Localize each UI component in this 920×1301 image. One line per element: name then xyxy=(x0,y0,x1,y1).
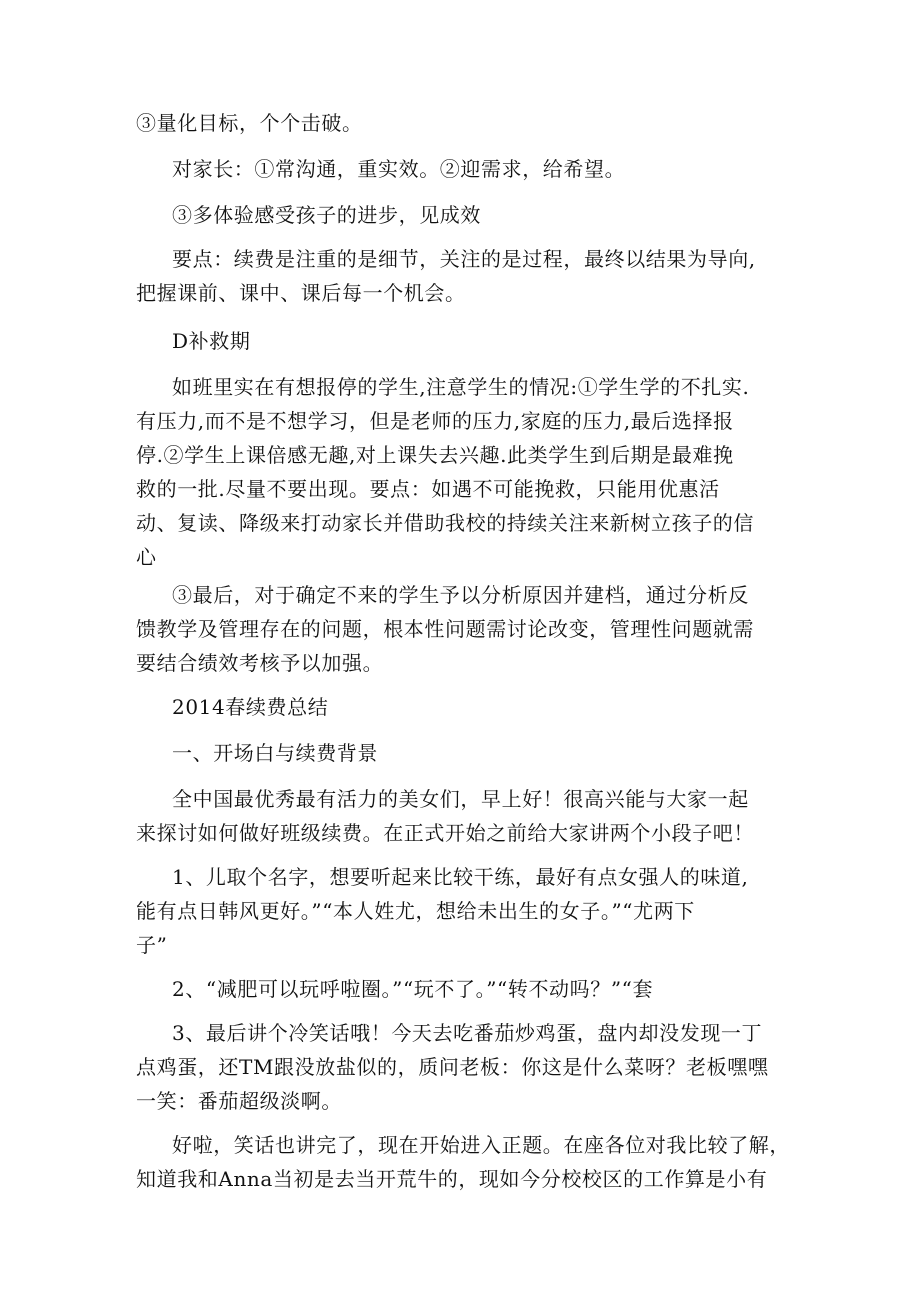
paragraph-key-points: 要点：续费是注重的是细节，关注的是过程，最终以结果为导向, 把握课前、课中、课后每一个机会。 xyxy=(136,247,756,305)
paragraph-remedy-details: 如班里实在有想报停的学生,注意学生的情况:①学生学的不扎实. 有压力,而不是不想学习，但是老师的压力,家庭的压力,最后选择报 停.②学生上课倍感无趣,对上课失去兴趣.此类学生到后期是最难挽 救的一批.尽量不要出现。要点：如遇不可能挽救，只能用优惠活 动、复读、降级来打动家长并借助我校的持续关注来新树立孩子的信 心 xyxy=(136,375,754,569)
paragraph-greeting: 全中国最优秀最有活力的美女们，早上好！很高兴能与大家一起 来探讨如何做好班级续费。在正式开始之前给大家讲两个小段子吧！ xyxy=(136,787,754,845)
paragraph-parents-tips: 对家长：①常沟通，重实效。②迎需求，给希望。 xyxy=(172,157,626,181)
paragraph-quantify-goals: ③量化目标，个个击破。 xyxy=(136,111,363,135)
paragraph-finally-archive: ③最后，对于确定不来的学生予以分析原因并建档，通过分析反 馈教学及管理存在的问题，根本性问题需讨论改变，管理性问题就需 要结合绩效考核予以加强。 xyxy=(136,583,754,675)
paragraph-joke-2: 2、“减肥可以玩呼啦圈。”“玩不了。”“转不动吗？”“套 xyxy=(172,977,654,1001)
section-heading-remedy-period: D补救期 xyxy=(172,329,251,353)
paragraph-joke-1: 1、儿取个名字，想要听起来比较干练，最好有点女强人的味道, 能有点日韩风更好。”“本人姓尤，想给未出生的女子。”“尤两下 子” xyxy=(136,865,749,957)
section-heading-opening: 一、开场白与续费背景 xyxy=(172,741,378,765)
paragraph-main-topic: 好啦，笑话也讲完了，现在开始进入正题。在座各位对我比较了解， 知道我和Anna当初是去当开荒牛的，现如今分校校区的工作算是小有 xyxy=(136,1133,790,1191)
section-title-2014-summary: 2014春续费总结 xyxy=(172,695,329,719)
paragraph-experience-progress: ③多体验感受孩子的进步，见成效 xyxy=(172,203,481,227)
paragraph-joke-3: 3、最后讲个冷笑话哦！今天去吃番茄炒鸡蛋，盘内却没发现一丁 点鸡蛋，还TM跟没放盐似的，质问老板：你这是什么菜呀？老板嘿嘿 一笑：番茄超级淡啊。 xyxy=(136,1021,769,1113)
